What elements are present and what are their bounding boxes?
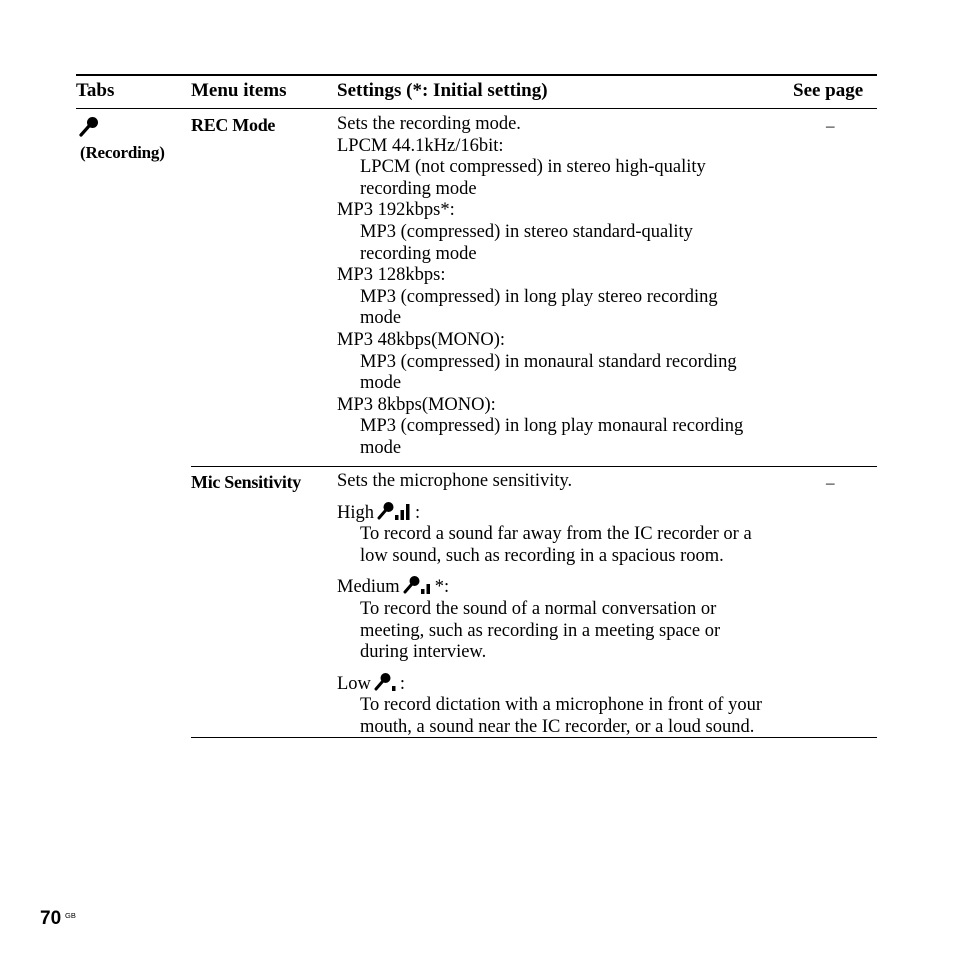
microphone-icon xyxy=(78,115,100,137)
mic-sensitivity-description: Sets the microphone sensitivity. xyxy=(337,471,573,491)
option-medium xyxy=(337,574,792,599)
option-desc-line: mode xyxy=(360,437,402,458)
page-region-code: GB xyxy=(65,911,76,920)
option-name: MP3 128kbps: xyxy=(337,265,446,286)
option-name: MP3 48kbps(MONO): xyxy=(337,329,506,350)
option-name: Medium xyxy=(337,577,400,598)
option-suffix: : xyxy=(399,673,406,694)
option-desc-line: LPCM (not compressed) in stereo high-quality xyxy=(360,157,706,178)
option-desc-line: To record the sound of a normal conversation or xyxy=(360,598,717,619)
row-divider xyxy=(191,466,877,467)
option-name: MP3 8kbps(MONO): xyxy=(337,394,496,415)
option-suffix: : xyxy=(415,502,421,523)
see-page-mic-sensitivity: – xyxy=(826,473,835,492)
option-desc-line: To record a sound far away from the IC recorder or a xyxy=(360,524,752,545)
menu-item-mic-sensitivity: Mic Sensitivity xyxy=(191,472,301,492)
header-tabs: Tabs xyxy=(76,80,115,101)
table-top-rule xyxy=(76,74,877,76)
option-desc-line: MP3 (compressed) in monaural standard recording xyxy=(360,351,737,372)
option-name: Low xyxy=(337,673,371,694)
mic-sensitivity-settings xyxy=(337,471,792,739)
option-desc-line: meeting, such as recording in a meeting space or xyxy=(360,620,721,641)
option-desc-line: low sound, such as recording in a spacious room. xyxy=(360,545,724,566)
see-page-rec-mode: – xyxy=(826,116,835,135)
header-see-page: See page xyxy=(793,80,864,101)
page-number: 70 xyxy=(40,908,62,929)
rec-mode-settings xyxy=(337,114,792,460)
mic-sensitivity-low-icon xyxy=(374,671,398,692)
mic-sensitivity-medium-icon xyxy=(403,574,433,595)
option-name: LPCM 44.1kHz/16bit: xyxy=(337,135,504,156)
tab-label-recording: (Recording) xyxy=(80,143,165,162)
table-header-rule xyxy=(76,108,877,109)
option-desc-line: recording mode xyxy=(360,243,477,264)
header-menu-items: Menu items xyxy=(191,80,287,101)
menu-item-rec-mode: REC Mode xyxy=(191,115,276,135)
option-low xyxy=(337,671,792,696)
option-high xyxy=(337,500,792,525)
option-name: High xyxy=(337,502,374,523)
option-desc-line: mode xyxy=(360,373,402,394)
option-desc-line: MP3 (compressed) in long play stereo recording xyxy=(360,286,718,307)
option-desc-line: during interview. xyxy=(360,642,487,663)
mic-sensitivity-high-icon xyxy=(377,500,413,521)
option-name: MP3 192kbps*: xyxy=(337,200,455,221)
option-suffix: *: xyxy=(434,577,450,598)
option-desc-line: MP3 (compressed) in stereo standard-quality xyxy=(360,221,693,242)
option-desc-line: mode xyxy=(360,308,402,329)
rec-mode-description: Sets the recording mode. xyxy=(337,114,521,134)
option-desc-line: MP3 (compressed) in long play monaural recording xyxy=(360,416,744,437)
header-settings: Settings (*: Initial setting) xyxy=(337,80,548,101)
option-desc-line: recording mode xyxy=(360,178,477,199)
option-desc-line: mouth, a sound near the IC recorder, or a loud sound. xyxy=(360,716,755,737)
option-desc-line: To record dictation with a microphone in front of your xyxy=(360,695,762,716)
